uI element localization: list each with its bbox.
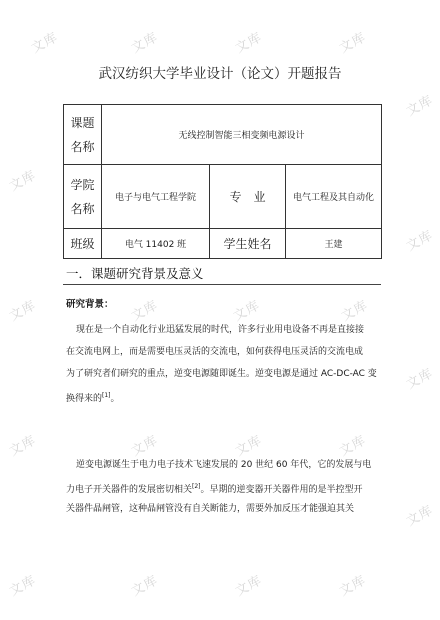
watermark: 文库 [129,30,161,57]
paragraph-line [66,385,380,407]
background-heading: 研究背景： [66,299,114,310]
paragraph-text: 。 [110,394,120,404]
topic-value: 无线控制智能三相变频电源设计 [102,105,382,165]
paragraph [66,319,380,407]
watermark: 文库 [129,573,161,600]
college-label-cell [64,165,102,229]
major-label: 专 业 [210,165,286,229]
college-label: 学院 [70,177,95,192]
citation-ref: [1] [102,392,111,399]
table-row [64,229,382,259]
student-name-value: 王建 [286,229,382,259]
watermark: 文库 [7,298,39,325]
watermark: 文库 [129,433,161,460]
paragraph-line: 逆变电源诞生于电力电子技术飞速发展的 20 世纪 60 年代，它的发展与电 [76,460,372,470]
paragraph-line: 为了研究者们研究的重点，逆变电源随即诞生。逆变电源是通过 AC-DC-AC 变 [66,369,377,379]
table-row [64,105,382,165]
watermark: 文库 [231,298,263,325]
document-title: 武汉纺织大学毕业设计（论文）开题报告 [98,66,342,82]
topic-label-cell [64,105,102,165]
table-row [64,165,382,229]
watermark: 文库 [337,573,369,600]
paragraph-line: 在交流电网上，而是需要电压灵活的交流电，如何获得电压灵活的交流电成 [66,347,364,357]
paragraph-text: 。早期的逆变器开关器件用的是半控型开 [200,485,363,495]
class-value: 电气 11402 班 [102,229,210,259]
watermark: 文库 [7,433,39,460]
topic-label: 课题 [70,115,95,130]
paragraph [66,454,380,520]
watermark: 文库 [404,93,436,120]
paragraph-line: 关器件晶闸管，这种晶闸管没有自关断能力，需要外加反压才能强迫其关 [66,504,355,514]
watermark: 文库 [7,168,39,195]
topic-label: 名称 [70,139,95,154]
cover-info-table [63,104,382,259]
watermark: 文库 [339,298,371,325]
watermark: 文库 [7,573,39,600]
college-label: 名称 [70,201,95,216]
watermark: 文库 [404,366,436,393]
watermark: 文库 [404,228,436,255]
paragraph-text: 换得来的 [66,394,103,404]
watermark: 文库 [233,433,265,460]
watermark: 文库 [129,298,161,325]
student-name-label: 学生姓名 [210,229,286,259]
section-divider [63,284,381,285]
paragraph-line: 现在是一个自动化行业迅猛发展的时代，许多行业用电设备不再是直接接 [76,325,365,335]
watermark: 文库 [337,433,369,460]
paragraph-line [66,476,380,498]
watermark: 文库 [404,503,436,530]
watermark: 文库 [29,30,61,57]
citation-ref: [2] [192,483,201,490]
watermark: 文库 [337,30,369,57]
class-label: 班级 [64,229,102,259]
college-value: 电子与电气工程学院 [102,165,210,229]
section-heading: 一．课题研究背景及意义 [66,266,204,281]
paragraph-text: 力电子开关器件的发展密切相关 [66,485,193,495]
major-value: 电气工程及其自动化 [286,165,382,229]
watermark: 文库 [233,30,265,57]
watermark: 文库 [233,573,265,600]
